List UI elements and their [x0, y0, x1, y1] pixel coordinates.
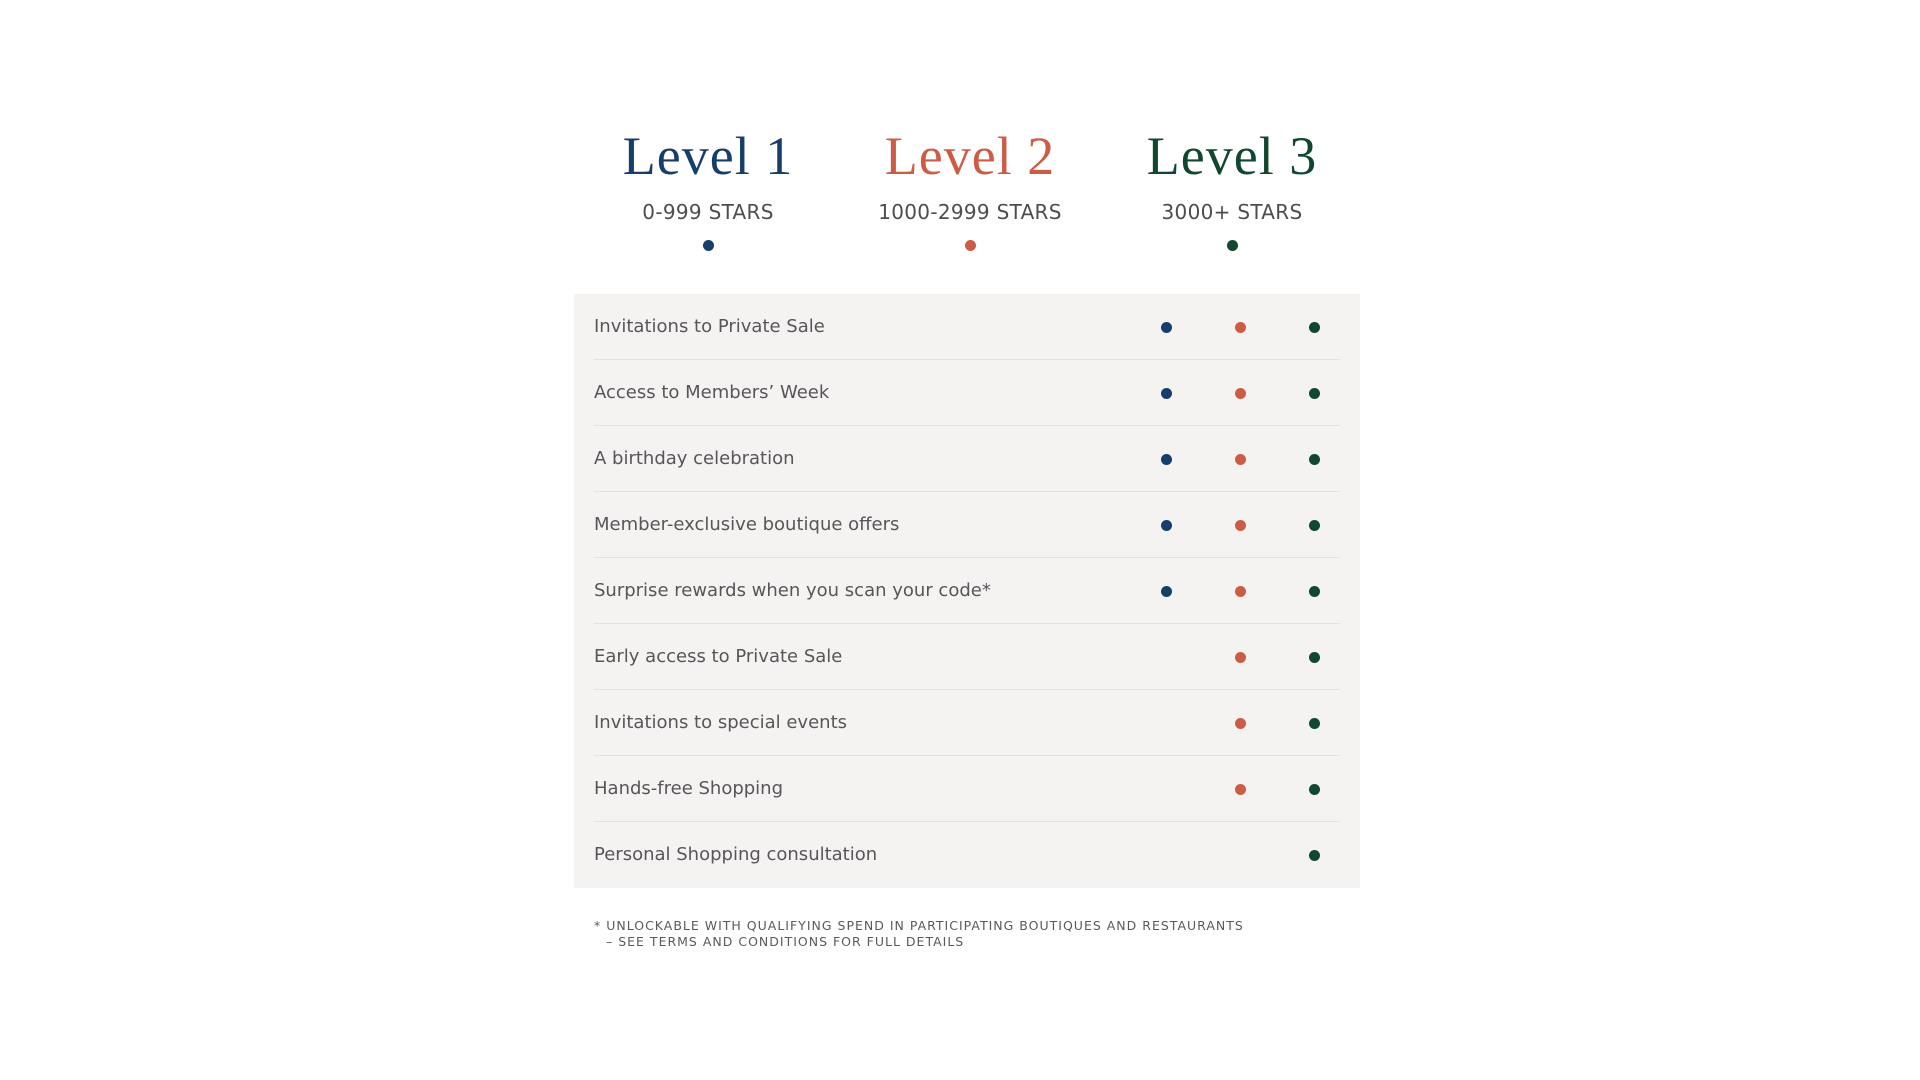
benefit-label: Member-exclusive boutique offers — [594, 514, 900, 535]
level-3-check-dot-icon — [1309, 454, 1320, 465]
benefit-row — [594, 756, 1340, 822]
level-2-check-dot-icon — [1235, 784, 1246, 795]
level-1-check-dot-icon — [1161, 586, 1172, 597]
level-1-stars: 0-999 STARS — [642, 200, 774, 224]
benefit-row — [594, 492, 1340, 558]
level-2-check-dot-icon — [1235, 322, 1246, 333]
benefit-label: Invitations to Private Sale — [594, 316, 825, 337]
level-3-title: Level 3 — [1146, 126, 1318, 186]
level-2-stars: 1000-2999 STARS — [878, 200, 1062, 224]
level-3-check-dot-icon — [1309, 652, 1320, 663]
level-2-check-dot-icon — [1235, 388, 1246, 399]
level-2-header — [840, 118, 1100, 251]
benefit-row — [594, 558, 1340, 624]
benefit-row — [594, 360, 1340, 426]
benefit-label: A birthday celebration — [594, 448, 795, 469]
benefits-table — [574, 294, 1360, 888]
benefit-label: Personal Shopping consultation — [594, 844, 878, 865]
footnote-line-2: – SEE TERMS AND CONDITIONS FOR FULL DETAILS — [606, 934, 965, 949]
level-2-check-dot-icon — [1235, 652, 1246, 663]
level-3-check-dot-icon — [1309, 388, 1320, 399]
level-2-check-dot-icon — [1235, 586, 1246, 597]
level-3-dot-icon — [1227, 240, 1238, 251]
level-1-check-dot-icon — [1161, 322, 1172, 333]
level-2-check-dot-icon — [1235, 520, 1246, 531]
level-3-check-dot-icon — [1309, 586, 1320, 597]
benefit-label: Access to Members’ Week — [594, 382, 830, 403]
level-1-check-dot-icon — [1161, 520, 1172, 531]
benefit-row — [594, 690, 1340, 756]
footnote-line-1: * UNLOCKABLE WITH QUALIFYING SPEND IN PARTICIPATING BOUTIQUES AND RESTAURANTS — [594, 918, 1244, 933]
level-1-check-dot-icon — [1161, 454, 1172, 465]
level-1-dot-icon — [703, 240, 714, 251]
level-3-check-dot-icon — [1309, 718, 1320, 729]
level-3-check-dot-icon — [1309, 850, 1320, 861]
level-3-header — [1102, 118, 1362, 251]
benefit-label: Invitations to special events — [594, 712, 848, 733]
benefit-row — [594, 426, 1340, 492]
benefit-label: Hands-free Shopping — [594, 778, 784, 799]
level-2-check-dot-icon — [1235, 454, 1246, 465]
footnote — [594, 918, 1244, 950]
level-2-title: Level 2 — [884, 126, 1056, 186]
level-3-check-dot-icon — [1309, 322, 1320, 333]
level-1-header — [578, 118, 838, 251]
level-3-check-dot-icon — [1309, 784, 1320, 795]
benefit-row — [594, 294, 1340, 360]
level-1-check-dot-icon — [1161, 388, 1172, 399]
benefit-row — [594, 624, 1340, 690]
benefit-row — [594, 822, 1340, 888]
benefit-label: Early access to Private Sale — [594, 646, 843, 667]
level-1-title: Level 1 — [622, 126, 794, 186]
level-2-dot-icon — [965, 240, 976, 251]
level-3-stars: 3000+ STARS — [1161, 200, 1303, 224]
level-2-check-dot-icon — [1235, 718, 1246, 729]
benefit-label: Surprise rewards when you scan your code* — [594, 580, 991, 601]
level-3-check-dot-icon — [1309, 520, 1320, 531]
